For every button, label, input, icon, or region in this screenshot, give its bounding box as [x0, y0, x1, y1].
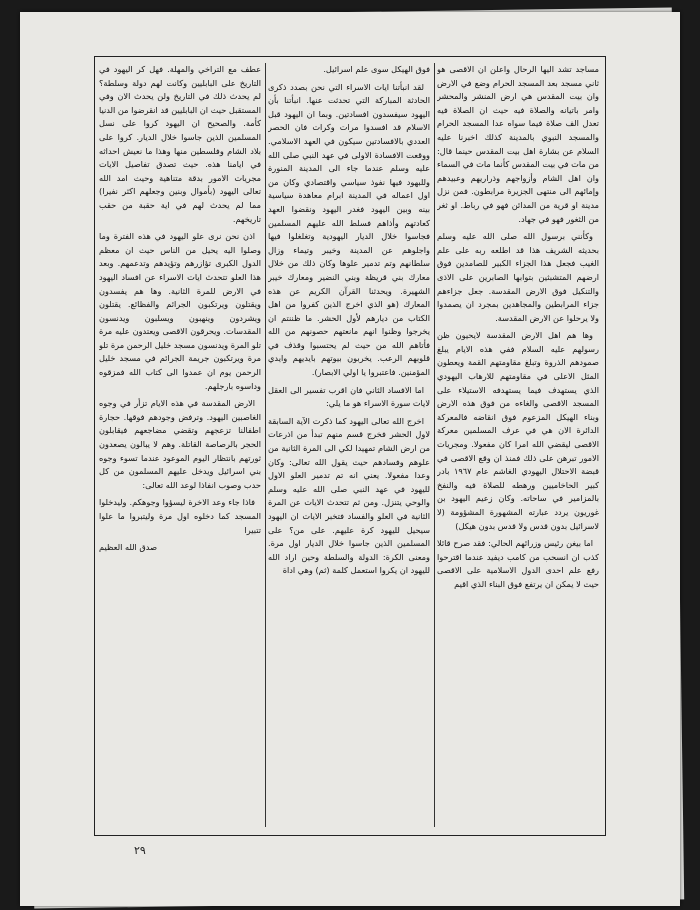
column-divider [434, 63, 435, 827]
paragraph: مساجد تشد اليها الرحال واعلن ان الاقصى هو ثاني مسجد بعد المسجد الحرام وضع في الارض وان بيت المقدس هي ارض المنشر والمحشر وامر باتيانه والصلاة فيه حيث ان الصلاة فيه تعدل الف صلاة فيما سواه عدا المسجد الحرام والمسجد النبوي بالمدينة كذلك اخبرنا عليه السلام عن بشارة اهل بيت المقدس حينما قال: من مات في بيت المقدس كأنما مات في السماء وان اهل الشام وأزواجهم وذراريهم وعبيدهم وإمائهم الى منتهى الجزيرة مرابطون. فمن نزل مدينة او قرية من المدائن فهو في رباط. او ثغر من الثغور فهو في جهاد. [437, 64, 599, 224]
quran-quote: فاذا جاء وعد الاخرة ليسؤوا وجوهكم. وليدخلوا المسجد كما دخلوه اول مرة وليتبروا ما علوا تتبيرا [99, 497, 261, 535]
paragraph: لقد انبأتنا ايات الاسراء التي نحن بصدد ذكرى الحادثة المباركة التي تحدثت عنها. انبأتنا بأن اليهود سيفسدون افسادتين. وبما ان اليهود قبل الاسلام قد افسدوا مرات وكرات فان الحصر العددي بالافسادتين سيكون في العهد الاسلامي. ووقعت الافسادة الاولى في عهد النبي صلى الله عليه وسلم عندما جاء الى المدينة المنورة وللبهود فيها نفوذ سياسي واقتصادي وكان من اول اعماله في المدينة ابرام معاهدة سياسية بينه وبين اليهود فغدر اليهود ونقضوا العهد كعادتهم وأذاهم فسلط الله عليهم المسلمين فجاسوا خلال الديار اليهودية وتغلغلوا فيها واجلوهم عن المدينة وخيبر وتيماء وزال سلطانهم وتم تدمير علوها وكان ذلك من خلال معارك بني قريظة وبني النضير ومعارك خيبر الشهيرة. ويحدثنا القرآن الكريم عن هذه المعارك (هو الذي اخرج الذين كفروا من اهل الكتاب من ديارهم لأول الحشر. ما ظننتم ان يخرجوا وظنوا انهم مانعتهم حصونهم من الله فأتاهم الله من حيث لم يحتسبوا وقذف في قلوبهم الرعب. يخربون بيوتهم بايديهم وايدي المؤمنين. فاعتبروا يا اولي الابصار). [268, 81, 430, 378]
column-divider [265, 63, 266, 827]
paragraph: الارض المقدسة في هذه الايام تزأر في وجوه الغاصبين اليهود. وترفض وجودهم فوقها. حجارة اطفالنا تزعجهم وتقضي مضاجعهم فيقابلون الحجر بالرصاصة القاتلة. وهم لا يبالون يصعدون ثورتهم بانتظار اليوم الموعود عندما تسوء وجوه بني اسرائيل ويدخل عليهم المسلمون من كل حدب وصوب انفاذا لوعد الله تعالى: [99, 398, 261, 490]
paragraph: اما بيغن رئيس وزرائهم الحالي: فقد صرح قائلا كذب ان انسحب من كامب ديفيد عندما اقترحوا رفع علم احدى الدول الاسلامية على الاقصى حيث لا يمكن ان يرتفع فوق البناء الذي اقيم [437, 538, 599, 589]
magazine-page [20, 12, 680, 906]
article-column-right [437, 63, 599, 827]
closing-phrase: صدق الله العظيم [99, 542, 158, 553]
article-column-left [99, 63, 261, 827]
paragraph: وها هم اهل الارض المقدسة لايحيون ظن رسولهم عليه السلام ففي هذه الايام يبلغ صمودهم الذروة وتبلغ مقاومتهم القمة ويعطون المثل الاعلى في مقاومتهم للارهاب اليهودي الذي يستهدف فيما يستهدفه الاستيلاء على المسجد الاقصى والغاءه من فوق هذه الارض وبناء الهيكل المزعوم فوق انقاضه فالمعركة الدائرة الان هي في عرف المسلمين معركة الاقصى ليقضي الله امرا كان مفعولا. ومجريات الامور تبرهن على ذلك فمنذ ان وقع الاقصى في قبضة الاحتلال اليهودي الغاشم عام ١٩٦٧ بادر كبير الحاخاميين ورهطه للصلاة فيه والنفخ بالمزامير في ساحاته. وكان زعيم اليهود بن غوريون يردد عبارته المشهورة المشؤومة (لا لاسرائيل بدون قدس ولا قدس بدون هيكل) [437, 330, 599, 531]
paragraph: عطف مع التراخي والمهلة. فهل كر اليهود في التاريخ على البابليين وكانت لهم دولة وسلطة؟ لم يحدث ذلك في التاريخ ولن يحدث الان وفي المستقبل حيث ان البابليين قد انقرضوا من الدنيا كأمة. والصحيح ان اليهود كروا على نسل المسلمين الذين جاسوا خلال الديار. كروا على بلاد الشام وفلسطين منها وهذا ما نعيش احداثه في ايامنا هذه. حيث تصدق تفاصيل الايات مجريات الامور بدقة متناهية وحيث امد الله تعالى اليهود (بأموال وبنين وجعلهم اكثر نفيرا) مما لم يحدث لهم في اية حقبة من حقب تاريخهم. [99, 64, 261, 224]
paragraph: اذن نحن نرى علو اليهود في هذه الفترة وما وصلوا اليه يحيل من الناس حيث ان معظم الدول الكبرى تؤازرهم وتؤيدهم وتدعمهم. وبعد هذا العلو تتحدث ايات الاسراء عن افساد اليهود في الارض للمرة الثانية. وها هم يفسدون ويقتلون ويرتكبون الجرائم والفظائع. يقتلون ويشردون وينهبون ويسلبون ويدنسون المقدسات. ويحرقون الاقصى ويعتدون عليه مرة تلو المرة ويدنسون مسجد خليل الرحمن مرة تلو مرة ويرتكبون جريمة الجرائم في مسجد خليل الرحمن يوم ان عمدوا الى كتاب الله فمزقوه وداسوه بارجلهم. [99, 231, 261, 391]
article-frame [94, 56, 606, 836]
paragraph: وكأنني برسول الله صلى الله عليه وسلم بحديثه الشريف هذا قد اطلعه ربه على علم الغيب فجعل هذا الجزاء الكبير للصامدين فوق ارضهم المتشبثين بتوابها الصابرين على الاذى والتنكيل فوق الارض المقدسة. جعل جزاءهم جزاء المرابطين والمجاهدين بمجرد ان يصمدوا ولا يرحلوا عن الارض المقدسة. [437, 231, 599, 323]
article-column-middle [268, 63, 430, 827]
paragraph: اما الافساد الثاني فان اقرب تفسير الى العقل لايات سورة الاسراء هو ما يلي: [268, 384, 430, 409]
paragraph: فوق الهيكل سوى علم اسرائيل. [323, 64, 430, 74]
paragraph: اخرج الله تعالى اليهود كما ذكرت الآية السابقة لاول الحشر فخرج قسم منهم تبدأ من اذرعات من ارض الشام تمهيدا لكي الى المرة الثانية من علوهم وفسادهم حيث يقول الله تعالى: وكان وعدا مفعولا. يعني انه تم تدمير العلو الاول لليهود في عهد النبي صلى الله عليه وسلم والوحي يتنزل. ومن ثم تتحدث الايات عن المرة الثانية في العلو والفساد فتخبر الايات ان اليهود سيحيل لليهود كرة عليهم. على من؟ على المسلمين الذين جاسوا خلال الديار اول مرة. ومعنى الكرة: الدولة والسلطة وحين اراد الله لليهود ان يكروا استعمل كلمة (ثم) وهي اداة [268, 415, 430, 576]
page-number: ٢٩ [134, 844, 146, 857]
